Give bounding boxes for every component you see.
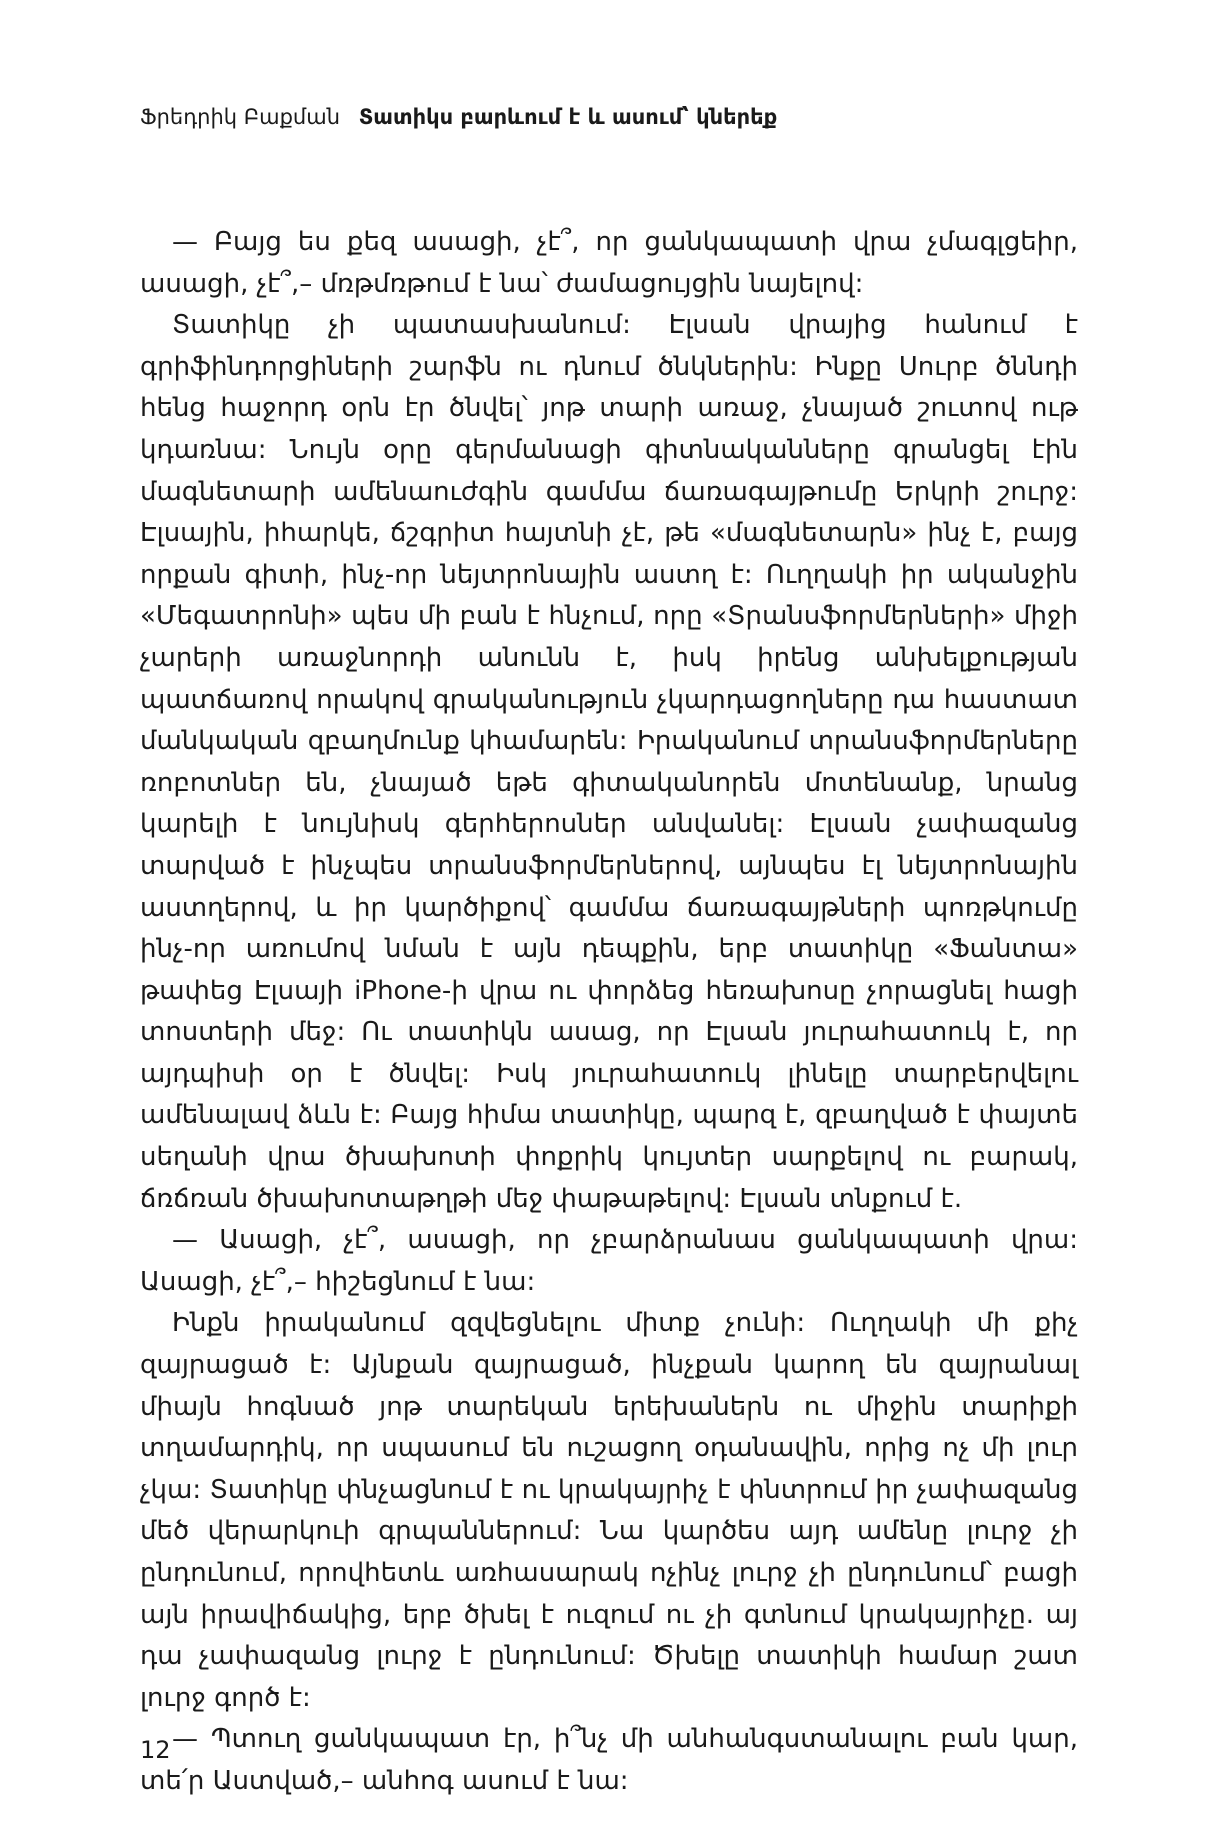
page-number: 12 xyxy=(140,1736,171,1764)
paragraph: — Պտուղ ցանկապատ էր, ի՞նչ մի անհանգստանալու բան կար, տե՛ր Աստված,– անհոգ ասում է նա: xyxy=(140,1724,1078,1796)
body-text xyxy=(140,222,1078,1803)
paragraph: — Բայց ես քեզ ասացի, չէ՞, որ ցանկապատի վրա չմագլցեիր, ասացի, չէ՞,– մռթմռթում է նա՝ ժամացույցին նայելով: xyxy=(140,227,1078,299)
running-header xyxy=(140,102,777,132)
paragraph: Տատիկը չի պատասխանում: Էլսան վրայից հանում է գրիֆինդորցիների շարֆն ու դնում ծնկներին: Ինքը Սուրբ ծննդի հենց հաջորդ օրն էր ծնվել՝ յոթ տարի առաջ, չնայած շուտով ութ կդառնա: Նույն օրը գերմանացի գիտնականները գրանցել էին մագնետարի ամենաուժգին գամմա ճառագայթումը Երկրի շուրջ: Էլսային, իհարկե, ճշգրիտ հայտնի չէ, թե «մագնետարն» ինչ է, բայց որքան գիտի, ինչ-որ նեյտրոնային աստղ է: Ուղղակի իր ականջին «Մեգատրոնի» պես մի բան է հնչում, որը «Տրանսֆորմերների» միջի չարերի առաջնորդի անունն է, իսկ իրենց անխելքության պատճառով որակով գրականություն չկարդացողները դա հաստատ մանկական զբաղմունք կհամարեն: Իրականում տրանսֆորմերները ռոբոտներ են, չնայած եթե գիտականորեն մոտենանք, նրանց կարելի է նույնիսկ գերհերոսներ անվանել: Էլսան չափազանց տարված է ինչպես տրանսֆորմերներով, այնպես էլ նեյտրոնային աստղերով, և իր կարծիքով՝ գամմա ճառագայթների պոռթկումը ինչ-որ առումով նման է այն դեպքին, երբ տատիկը «Ֆանտա» թափեց Էլսայի iPhone-ի վրա ու փորձեց հեռախոսը չորացնել հացի տոստերի մեջ: Ու տատիկն ասաց, որ Էլսան յուրահատուկ է, որ այդպիսի օր է ծնվել: Իսկ յուրահատուկ լինելը տարբերվելու ամենալավ ձևն է: Բայց հիմա տատիկը, պարզ է, զբաղված է փայտե սեղանի վրա ծխախոտի փոքրիկ կույտեր սարքելով ու բարակ, ճռճռան ծխախոտաթղթի մեջ փաթաթելով: Էլսան տնքում է. xyxy=(140,310,1078,1214)
header-book-title: Տատիկս բարևում է և ասում՝ կներեք xyxy=(358,105,778,129)
paragraph: Ինքն իրականում զզվեցնելու միտք չունի: Ուղղակի մի քիչ զայրացած է: Այնքան զայրացած, ինչքան կարող են զայրանալ միայն հոգնած յոթ տարեկան երեխաներն ու միջին տարիքի տղամարդիկ, որ սպասում են ուշացող օդանավին, որից ոչ մի լուր չկա: Տատիկը փնչացնում է ու կրակայրիչ է փնտրում իր չափազանց մեծ վերարկուի գրպաններում: Նա կարծես այդ ամենը լուրջ չի ընդունում, որովհետև առհասարակ ոչինչ լուրջ չի ընդունում՝ բացի այն իրավիճակից, երբ ծխել է ուզում ու չի գտնում կրակայրիչը. այ դա չափազանց լուրջ է ընդունում: Ծխելը տատիկի համար շատ լուրջ գործ է: xyxy=(140,1308,1078,1713)
paragraph: — Ասացի, չէ՞, ասացի, որ չբարձրանաս ցանկապատի վրա: Ասացի, չէ՞,– հիշեցնում է նա: xyxy=(140,1225,1078,1297)
header-author: Ֆրեդրիկ Բաքման xyxy=(140,105,341,129)
